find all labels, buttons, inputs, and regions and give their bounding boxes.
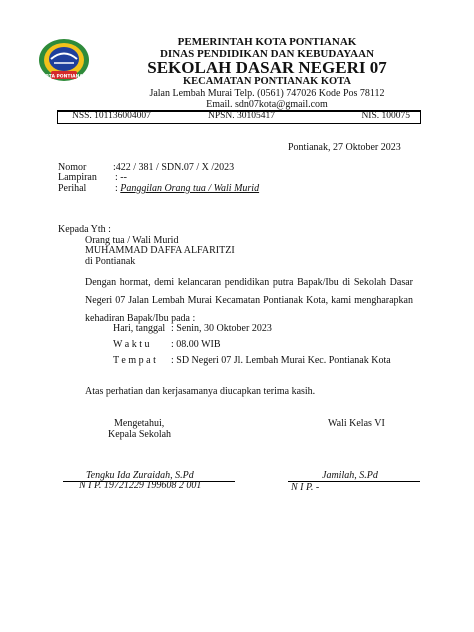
schedule-value-date: : Senin, 30 Oktober 2023 (171, 323, 272, 334)
meta-value-lampiran: : -- (115, 172, 127, 183)
schedule-label-date: Hari, tanggal (113, 323, 166, 334)
schedule-label-time: W a k t u (113, 339, 150, 350)
closing-text: Atas perhatian dan kerjasamanya diucapkan terima kasih. (85, 386, 316, 397)
header-department: DINAS PENDIDIKAN DAN KEBUDAYAAN (159, 48, 375, 60)
signature-right-nip: N I P. - (291, 482, 320, 493)
meta-label-perihal: Perihal (58, 183, 87, 194)
meta-subject-colon: : (115, 183, 121, 194)
nss-number: NSS. 101136004007 (72, 111, 151, 121)
signature-right-name: Jamilah, S.Pd (322, 470, 378, 481)
header-email: Email. sdn07kota@gmail.com (206, 99, 328, 110)
recipient-label: Kepada Yth : (58, 224, 111, 235)
meta-value-nomor: :422 / 381 / SDN.07 / X /2023 (113, 162, 235, 173)
npsn-number: NPSN. 30105417 (208, 111, 276, 121)
header-school-name: SEKOLAH DASAR NEGERI 07 (147, 58, 387, 77)
signature-right-title: Wali Kelas VI (328, 418, 385, 429)
recipient-name: MUHAMMAD DAFFA ALFARITZI (85, 245, 235, 256)
meta-subject-text: Panggilan Orang tua / Wali Murid (120, 183, 260, 194)
meta-label-nomor: Nomor (58, 162, 87, 173)
letter-date: Pontianak, 27 Oktober 2023 (288, 142, 401, 153)
logo-text: KOTA PONTIANAK (41, 74, 87, 80)
header-district: KECAMATAN PONTIANAK KOTA (183, 76, 351, 87)
schedule-value-place: : SD Negeri 07 Jl. Lembah Murai Kec. Pontianak Kota (171, 355, 391, 366)
signature-left-nip: N I P. 19721229 199608 2 001 (79, 480, 202, 491)
meta-label-lampiran: Lampiran (58, 172, 97, 183)
schedule-label-place: T e m p a t (113, 355, 156, 366)
header-government: PEMERINTAH KOTA PONTIANAK (177, 36, 357, 48)
body-paragraph: Dengan hormat, demi kelancaran pendidikan putra Bapak/Ibu di Sekolah Dasar Negeri 07 Jalan Lembah Murai Kecamatan Pontianak Kota, kami mengharapkan kehadiran Bapak/Ibu pada : (85, 277, 413, 324)
recipient-place: di Pontianak (85, 256, 136, 267)
signature-left-name: Tengku Ida Zuraidah, S.Pd (86, 470, 194, 481)
signature-left-title2: Kepala Sekolah (108, 429, 172, 440)
school-id-bar (57, 110, 421, 124)
nis-number: NIS. 100075 (361, 111, 410, 121)
header-address: Jalan Lembah Murai Telp. (0561) 747026 Kode Pos 78112 (149, 88, 385, 99)
recipient-line1: Orang tua / Wali Murid (85, 235, 179, 246)
meta-subject (115, 183, 259, 194)
signature-left-title1: Mengetahui, (114, 418, 165, 429)
schedule-value-time: : 08.00 WIB (171, 339, 221, 350)
